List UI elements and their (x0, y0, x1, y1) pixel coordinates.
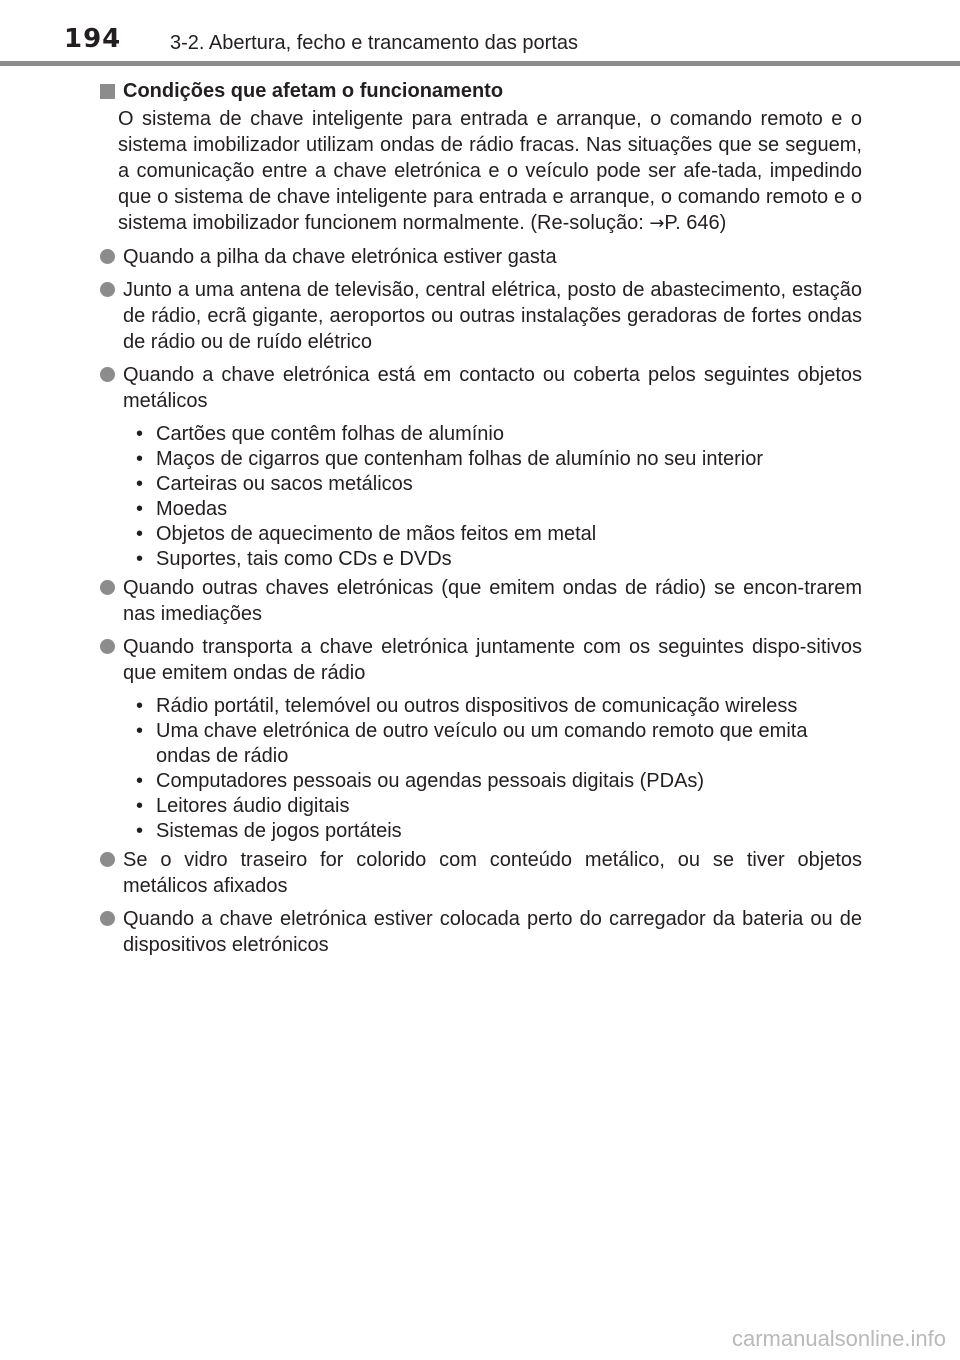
intro-paragraph (96, 106, 862, 237)
condition-item (96, 244, 862, 270)
sub-bullet-glyph: • (136, 523, 144, 545)
list-item-text: Suportes, tais como CDs e DVDs (156, 548, 452, 570)
intro-text: O sistema de chave inteligente para entrada e arranque, o comando remoto e o sistema imobilizador utilizam ondas de rádio fracas. Nas situações que se seguem, a comunicação entre a chave eletrónica e o veículo pode ser afe-tada, impedindo que o sistema de chave inteligente para entrada e arranque, o comando remoto e o sistema imobilizador funcionem normalmente. (Re-solução: (118, 108, 862, 234)
list-item-text: Rádio portátil, telemóvel ou outros dispositivos de comunicação wireless (156, 695, 798, 717)
condition-text: Quando a pilha da chave eletrónica estiver gasta (123, 246, 557, 268)
header-rule (0, 61, 960, 66)
list-item-text: Leitores áudio digitais (156, 795, 350, 817)
sub-bullet-glyph: • (136, 695, 144, 717)
list-item (136, 547, 862, 572)
square-bullet-icon (100, 84, 115, 99)
list-item-text: Carteiras ou sacos metálicos (156, 473, 413, 495)
list-item-text: Computadores pessoais ou agendas pessoais digitais (PDAs) (156, 770, 705, 792)
sub-bullet-glyph: • (136, 423, 144, 445)
list-item-text: Moedas (156, 498, 228, 520)
condition-text: Quando transporta a chave eletrónica juntamente com os seguintes dispo-sitivos que emitem ondas de rádio (123, 636, 862, 684)
condition-text: Junto a uma antena de televisão, central elétrica, posto de abastecimento, estação de rádio, ecrã gigante, aeroportos ou outras instalações geradoras de fortes ondas de rádio ou de ruído elétrico (123, 279, 862, 353)
circle-bullet-icon (100, 367, 115, 382)
condition-text: Quando a chave eletrónica está em contacto ou coberta pelos seguintes objetos metálicos (123, 364, 862, 412)
list-item (136, 422, 862, 447)
arrow-right-icon: → (649, 213, 665, 234)
condition-text: Quando outras chaves eletrónicas (que emitem ondas de rádio) se encon-trarem nas imediações (123, 577, 862, 625)
manual-content (96, 78, 862, 958)
sub-bullet-glyph: • (136, 770, 144, 792)
list-item (136, 794, 862, 819)
condition-item (96, 575, 862, 627)
condition-item (96, 634, 862, 686)
list-item (136, 472, 862, 497)
list-item-text: Uma chave eletrónica de outro veículo ou um comando remoto que emita ondas de rádio (156, 720, 808, 767)
sub-bullet-glyph: • (136, 498, 144, 520)
condition-item (96, 906, 862, 958)
circle-bullet-icon (100, 580, 115, 595)
section-heading (96, 78, 862, 104)
list-item-text: Maços de cigarros que contenham folhas de alumínio no seu interior (156, 448, 764, 470)
page-header (0, 0, 960, 70)
list-item (136, 719, 862, 769)
circle-bullet-icon (100, 852, 115, 867)
metal-objects-list (96, 422, 862, 572)
list-item (136, 819, 862, 844)
condition-item (96, 277, 862, 355)
condition-text: Se o vidro traseiro for colorido com conteúdo metálico, ou se tiver objetos metálicos afixados (123, 849, 862, 897)
list-item (136, 522, 862, 547)
sub-bullet-glyph: • (136, 720, 144, 742)
sub-bullet-glyph: • (136, 473, 144, 495)
circle-bullet-icon (100, 639, 115, 654)
condition-item (96, 362, 862, 414)
sub-bullet-glyph: • (136, 795, 144, 817)
list-item (136, 497, 862, 522)
page-number: 194 (64, 24, 122, 54)
list-item (136, 694, 862, 719)
condition-text: Quando a chave eletrónica estiver colocada perto do carregador da bateria ou de dispositivos eletrónicos (123, 908, 862, 956)
sub-bullet-glyph: • (136, 820, 144, 842)
section-heading-text: Condições que afetam o funcionamento (123, 80, 504, 102)
circle-bullet-icon (100, 911, 115, 926)
radio-devices-list (96, 694, 862, 844)
section-title: 3-2. Abertura, fecho e trancamento das portas (170, 32, 579, 54)
sub-bullet-glyph: • (136, 448, 144, 470)
list-item-text: Cartões que contêm folhas de alumínio (156, 423, 504, 445)
list-item (136, 447, 862, 472)
circle-bullet-icon (100, 249, 115, 264)
site-watermark: carmanualsonline.info (731, 1326, 946, 1351)
page-reference: P. 646) (664, 212, 727, 234)
condition-item (96, 847, 862, 899)
list-item-text: Objetos de aquecimento de mãos feitos em metal (156, 523, 597, 545)
sub-bullet-glyph: • (136, 548, 144, 570)
list-item-text: Sistemas de jogos portáteis (156, 820, 402, 842)
list-item (136, 769, 862, 794)
circle-bullet-icon (100, 282, 115, 297)
